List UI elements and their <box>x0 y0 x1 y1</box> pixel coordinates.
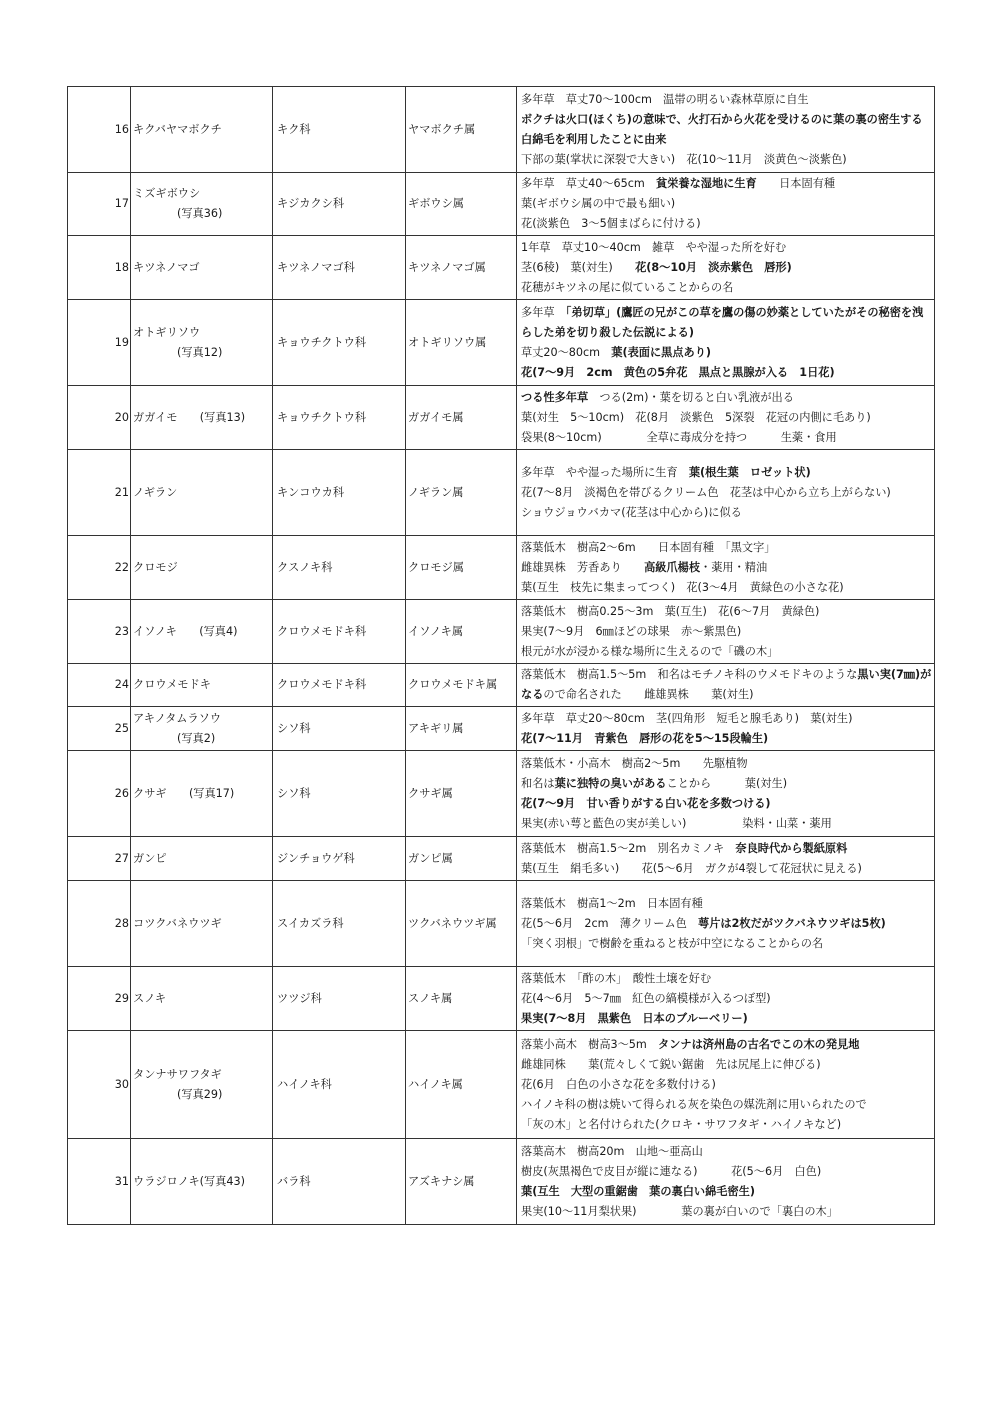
plant-table-sheet <box>67 86 934 1225</box>
table-row <box>68 536 935 600</box>
genus: クロモジ属 <box>406 536 517 600</box>
text-segment: ハイノキ科の樹は焼いて得られる灰を染色の媒洗剤に用いられたので <box>521 1097 867 1111</box>
description-line <box>521 622 932 642</box>
row-number: 29 <box>68 967 131 1031</box>
description-line <box>521 1055 932 1075</box>
description-line <box>521 774 932 794</box>
emphasis-text: 「弟切草」(鷹匠の兄がこの草を鷹の傷の妙薬としていたがその秘密を洩らした弟を切り殺した伝説による) <box>521 305 924 339</box>
description-line <box>521 1035 932 1055</box>
genus: ガガイモ属 <box>406 386 517 450</box>
row-number: 22 <box>68 536 131 600</box>
text-segment: 雌雄同株 葉(荒々しくて鋭い鋸歯 先は尻尾上に伸びる) <box>521 1057 821 1071</box>
plant-name-cell <box>131 600 273 664</box>
text-segment: 多年草 <box>521 305 566 319</box>
text-segment: 花(6月 白色の小さな花を多数付ける) <box>521 1077 716 1091</box>
family: キョウチクトウ科 <box>273 300 406 386</box>
table-row <box>68 1139 935 1225</box>
description-line <box>521 110 932 150</box>
genus: オトギリソウ属 <box>406 300 517 386</box>
description-line <box>521 709 932 729</box>
text-segment: 多年草 草丈40～65cm <box>521 177 657 190</box>
table-row <box>68 1031 935 1139</box>
description-line <box>521 989 932 1009</box>
description <box>517 300 935 386</box>
plant-name: オトギリソウ <box>133 325 201 339</box>
text-segment: 落葉低木 樹高2～6m 日本固有種 「黒文字」 <box>521 540 776 554</box>
emphasis-text: ボクチは火口(ほくち)の意味で、火打石から火花を受けるのに葉の裏の密生する白綿毛を利用したことに由来 <box>521 112 923 146</box>
text-segment: 花(7～8月 淡褐色を帯びるクリーム色 花茎は中心から立ち上がらない) <box>521 485 891 499</box>
description-line <box>521 914 932 934</box>
text-segment: 多年草 草丈20～80cm 茎(四角形 短毛と腺毛あり) 葉(対生) <box>521 711 853 725</box>
description-line <box>521 558 932 578</box>
text-segment: 袋果(8～10cm) 全草に毒成分を持つ 生薬・食用 <box>521 430 837 444</box>
emphasis-text: 葉に独特の臭いがある <box>554 776 667 790</box>
text-segment: 雌雄異株 芳香あり <box>521 560 645 574</box>
description-line <box>521 408 932 428</box>
genus: スノキ属 <box>406 967 517 1031</box>
text-segment: 1年草 草丈10～40cm 雑草 やや湿った所を好む <box>521 240 787 254</box>
description-line <box>521 503 932 523</box>
description-line <box>521 754 932 774</box>
plant-name-cell <box>131 751 273 837</box>
emphasis-text: 葉(互生 大型の重鋸歯 葉の裏白い綿毛密生) <box>521 1184 755 1198</box>
row-number: 25 <box>68 707 131 751</box>
genus: ギボウシ属 <box>406 173 517 236</box>
table-row <box>68 450 935 536</box>
plant-name-cell <box>131 300 273 386</box>
plant-name-cell <box>131 236 273 300</box>
description-line <box>521 483 932 503</box>
table-row <box>68 236 935 300</box>
row-number: 27 <box>68 837 131 881</box>
plant-name: キクバヤマボクチ <box>133 122 222 136</box>
plant-name-cell <box>131 664 273 707</box>
text-segment: ショウジョウバカマ(花茎は中心から)に似る <box>521 505 742 519</box>
table-row <box>68 707 935 751</box>
text-segment: 花(4～6月 5～7㎜ 紅色の縞模様が入るつぼ型) <box>521 991 771 1005</box>
text-segment: 葉(互生 絹毛多い) 花(5～6月 ガクが4裂して花冠状に見える) <box>521 861 862 875</box>
plant-name-cell <box>131 1139 273 1225</box>
text-segment: 樹皮(灰黒褐色で皮目が縦に連なる) 花(5～6月 白色) <box>521 1164 822 1178</box>
genus: ヤマボクチ属 <box>406 87 517 173</box>
row-number: 30 <box>68 1031 131 1139</box>
plant-name: スノキ <box>133 991 167 1005</box>
plant-name: ノギラン <box>133 485 178 499</box>
description-line <box>521 1182 932 1202</box>
description-line <box>521 363 932 383</box>
description <box>517 751 935 837</box>
text-segment: 下部の葉(掌状に深裂で大きい) 花(10～11月 淡黄色～淡紫色) <box>521 152 847 166</box>
emphasis-text: 花(7～9月 2cm 黄色の5弁花 黒点と黒腺が入る 1日花) <box>521 365 835 379</box>
description <box>517 881 935 967</box>
emphasis-text: 高級爪楊枝 <box>644 560 701 574</box>
description-line <box>521 839 932 859</box>
text-segment: 草丈20～80cm <box>521 345 612 359</box>
description-line <box>521 278 932 298</box>
description-line <box>521 303 932 343</box>
description <box>517 837 935 881</box>
emphasis-text: 花(7～11月 青紫色 唇形の花を5～15段輪生) <box>521 731 769 745</box>
photo-ref: (写真29) <box>177 1087 223 1101</box>
text-segment: ・薬用・精油 <box>700 560 768 574</box>
description-line <box>521 238 932 258</box>
row-number: 18 <box>68 236 131 300</box>
description-line <box>521 538 932 558</box>
genus: キツネノマゴ属 <box>406 236 517 300</box>
text-segment: 落葉高木 樹高20m 山地～亜高山 <box>521 1144 703 1158</box>
family: ツツジ科 <box>273 967 406 1031</box>
genus: ツクバネウツギ属 <box>406 881 517 967</box>
plant-name: クロウメモドキ <box>133 678 211 691</box>
text-segment: 果実(10～11月梨状果) 葉の裏が白いので「裏白の木」 <box>521 1204 838 1218</box>
description <box>517 173 935 236</box>
text-segment: 落葉低木 樹高0.25～3m 葉(互生) 花(6～7月 黄緑色) <box>521 604 820 618</box>
plant-name: ガンピ <box>133 851 167 865</box>
row-number: 16 <box>68 87 131 173</box>
genus: ノギラン属 <box>406 450 517 536</box>
row-number: 23 <box>68 600 131 664</box>
family: シソ科 <box>273 707 406 751</box>
emphasis-text: つる性多年草 <box>521 390 589 404</box>
family: シソ科 <box>273 751 406 837</box>
plant-table <box>67 86 935 1225</box>
description-line <box>521 1202 932 1222</box>
description-line <box>521 90 932 110</box>
row-number: 20 <box>68 386 131 450</box>
genus: アキギリ属 <box>406 707 517 751</box>
emphasis-text: 花(8～10月 淡赤紫色 唇形) <box>635 260 792 274</box>
description <box>517 87 935 173</box>
text-segment: 落葉低木・小高木 樹高2～5m 先駆植物 <box>521 756 748 770</box>
text-segment: 花(淡紫色 3～5個まばらに付ける) <box>521 217 701 230</box>
row-number: 21 <box>68 450 131 536</box>
plant-rows <box>68 87 935 1225</box>
text-segment: 落葉低木 樹高1.5～5m 和名はモチノキ科のウメモドキのような <box>521 668 858 681</box>
description-line <box>521 794 932 814</box>
table-row <box>68 967 935 1031</box>
text-segment: 果実(赤い萼と藍色の実が美しい) 染料・山菜・薬用 <box>521 816 832 830</box>
text-segment: 多年草 草丈70～100cm 温帯の明るい森林草原に自生 <box>521 92 809 106</box>
description-line <box>521 969 932 989</box>
plant-name-cell <box>131 386 273 450</box>
text-segment: 落葉低木 樹高1.5～2m 別名カミノキ <box>521 841 736 855</box>
text-segment: 「突く羽根」で樹齢を重ねると枝が中空になることからの名 <box>521 936 824 950</box>
plant-name: タンナサワフタギ <box>133 1067 222 1081</box>
description-line <box>521 1009 932 1029</box>
genus: アズキナシ属 <box>406 1139 517 1225</box>
text-segment: 日本固有種 <box>756 177 836 190</box>
text-segment: 落葉小高木 樹高3～5m <box>521 1037 659 1051</box>
description-line <box>521 602 932 622</box>
photo-ref: (写真2) <box>177 731 216 745</box>
description <box>517 664 935 707</box>
description-line <box>521 894 932 914</box>
family: バラ科 <box>273 1139 406 1225</box>
table-row <box>68 600 935 664</box>
plant-name: キツネノマゴ <box>133 260 200 274</box>
family: ジンチョウゲ科 <box>273 837 406 881</box>
description <box>517 536 935 600</box>
table-row <box>68 751 935 837</box>
photo-ref: (写真12) <box>177 345 223 359</box>
description-line <box>521 1095 932 1115</box>
emphasis-text: 萼片は2枚だがツクバネウツギは5枚) <box>698 916 886 930</box>
description-line <box>521 194 932 214</box>
plant-name: クロモジ <box>133 560 178 574</box>
family: クロウメモドキ科 <box>273 664 406 707</box>
row-number: 26 <box>68 751 131 837</box>
description-line <box>521 934 932 954</box>
emphasis-text: 奈良時代から製紙原料 <box>735 841 848 855</box>
text-segment: 果実(7～9月 6㎜ほどの球果 赤～紫黒色) <box>521 624 742 638</box>
description <box>517 386 935 450</box>
text-segment: 葉(対生 5～10cm) 花(8月 淡紫色 5深裂 花冠の内側に毛あり) <box>521 410 871 424</box>
plant-name: クサギ (写真17) <box>133 786 235 800</box>
plant-name-cell <box>131 967 273 1031</box>
description-line <box>521 859 932 879</box>
family: キンコウカ科 <box>273 450 406 536</box>
emphasis-text: 花(7～9月 甘い香りがする白い花を多数つける) <box>521 796 771 810</box>
family: スイカズラ科 <box>273 881 406 967</box>
description <box>517 600 935 664</box>
text-segment: ことから 葉(対生) <box>666 776 788 790</box>
genus: クサギ属 <box>406 751 517 837</box>
plant-name-cell <box>131 1031 273 1139</box>
description-line <box>521 1075 932 1095</box>
description-line <box>521 214 932 234</box>
description-line <box>521 1115 932 1135</box>
plant-name-cell <box>131 450 273 536</box>
table-row <box>68 837 935 881</box>
text-segment: 花(5～6月 2cm 薄クリーム色 <box>521 916 699 930</box>
plant-name: イソノキ (写真4) <box>133 624 238 638</box>
row-number: 19 <box>68 300 131 386</box>
text-segment: 「灰の木」と名付けられた(クロキ・サワフタギ・ハイノキなど) <box>521 1117 842 1131</box>
table-row <box>68 173 935 236</box>
text-segment: ので命名された 雌雄異株 葉(対生) <box>543 688 754 701</box>
description-line <box>521 428 932 448</box>
description-line <box>521 814 932 834</box>
plant-name-cell <box>131 173 273 236</box>
emphasis-text: 果実(7～8月 黒紫色 日本のブルーベリー) <box>521 1011 748 1025</box>
description-line <box>521 258 932 278</box>
genus: ガンピ属 <box>406 837 517 881</box>
family: クロウメモドキ科 <box>273 600 406 664</box>
text-segment: 葉(互生 枝先に集まってつく) 花(3～4月 黄緑色の小さな花) <box>521 580 844 594</box>
description-line <box>521 463 932 483</box>
photo-ref: (写真36) <box>177 207 223 220</box>
text-segment: 葉(ギボウシ属の中で最も細い) <box>521 197 676 210</box>
emphasis-text: タンナは済州島の古名でこの木の発見地 <box>658 1037 860 1051</box>
emphasis-text: 黒い実(7㎜)がなる <box>521 668 932 701</box>
description-line <box>521 388 932 408</box>
plant-name-cell <box>131 707 273 751</box>
text-segment: つる(2m)・葉を切ると白い乳液が出る <box>588 390 794 404</box>
text-segment: 和名は <box>521 776 555 790</box>
plant-name-cell <box>131 87 273 173</box>
table-row <box>68 300 935 386</box>
description <box>517 450 935 536</box>
description-line <box>521 729 932 749</box>
row-number: 31 <box>68 1139 131 1225</box>
plant-name-cell <box>131 881 273 967</box>
family: キジカクシ科 <box>273 173 406 236</box>
description-line <box>521 150 932 170</box>
family: キョウチクトウ科 <box>273 386 406 450</box>
family: キツネノマゴ科 <box>273 236 406 300</box>
table-row <box>68 664 935 707</box>
plant-name: アキノタムラソウ <box>133 711 222 725</box>
description-line <box>521 578 932 598</box>
plant-name: ウラジロノキ(写真43) <box>133 1174 246 1188</box>
table-row <box>68 881 935 967</box>
description-line <box>521 1142 932 1162</box>
emphasis-text: 葉(表面に黒点あり) <box>611 345 712 359</box>
emphasis-text: 葉(根生葉 ロゼット状) <box>688 465 811 479</box>
text-segment: 落葉低木 「酢の木」 酸性土壌を好む <box>521 971 712 985</box>
description-line <box>521 642 932 662</box>
genus: ハイノキ属 <box>406 1031 517 1139</box>
row-number: 17 <box>68 173 131 236</box>
emphasis-text: 貧栄養な湿地に生育 <box>656 177 757 190</box>
plant-name-cell <box>131 536 273 600</box>
row-number: 28 <box>68 881 131 967</box>
description <box>517 1139 935 1225</box>
plant-name: ガガイモ (写真13) <box>133 410 246 424</box>
text-segment: 茎(6稜) 葉(対生) <box>521 260 636 274</box>
description-line <box>521 174 932 194</box>
plant-name: コツクバネウツギ <box>133 916 222 930</box>
genus: クロウメモドキ属 <box>406 664 517 707</box>
plant-name-cell <box>131 837 273 881</box>
description <box>517 236 935 300</box>
text-segment: 根元が水が浸かる様な場所に生えるので「磯の木」 <box>521 644 779 658</box>
family: ハイノキ科 <box>273 1031 406 1139</box>
family: クスノキ科 <box>273 536 406 600</box>
text-segment: 多年草 やや湿った場所に生育 <box>521 465 689 479</box>
family: キク科 <box>273 87 406 173</box>
text-segment: 落葉低木 樹高1～2m 日本固有種 <box>521 896 703 910</box>
row-number: 24 <box>68 664 131 707</box>
description-line <box>521 665 932 705</box>
table-row <box>68 386 935 450</box>
table-row <box>68 87 935 173</box>
description-line <box>521 343 932 363</box>
description <box>517 1031 935 1139</box>
description-line <box>521 1162 932 1182</box>
genus: イソノキ属 <box>406 600 517 664</box>
description <box>517 967 935 1031</box>
description <box>517 707 935 751</box>
plant-name: ミズギボウシ <box>133 187 201 200</box>
text-segment: 花穂がキツネの尾に似ていることからの名 <box>521 280 734 294</box>
